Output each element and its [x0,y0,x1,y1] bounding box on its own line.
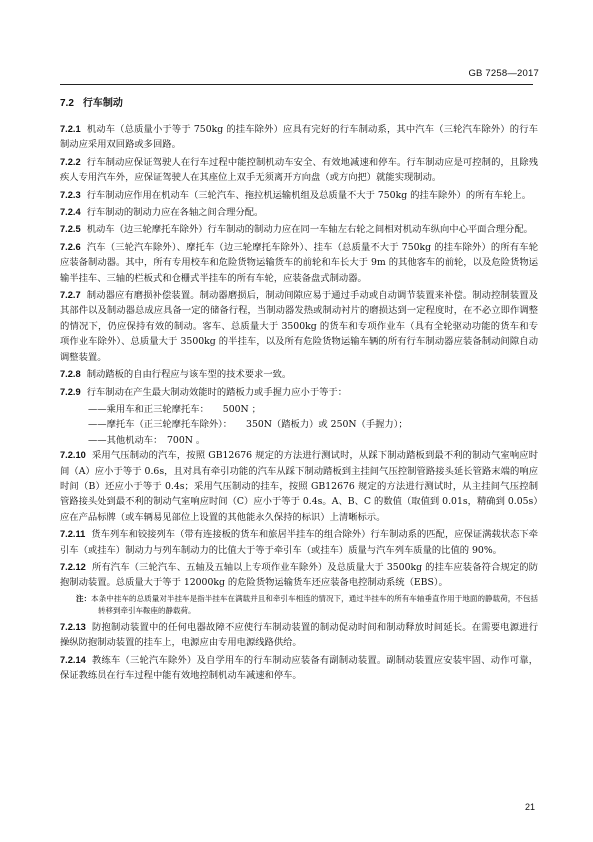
clause-number: 7.2.13 [60,621,86,632]
clause-number: 7.2.1 [60,124,81,134]
force-item-other: ——其他机动车： 700N 。 [88,434,206,446]
clause-text: 制动器应有磨损补偿装置。制动器磨损后，制动间隙应易于通过手动或自动调节装置来补偿。制动控制装置及其部件以及制动器总成应具备一定的储备行程，当制动器发热或制动衬片的磨损达到一定程度时，在不必立即作调整的情况下，仍应保持有效的制动。客车、总质量大于 3500kg 的货车和专项作业车（具有全轮驱动功能的货车和专项作业车除外）、总质量大于 3500kg 的半挂车，以及所有危险货物运输车辆的所有行车制动器应装备制动间隙自动调整装置。 [60,290,538,363]
section-title [60,96,538,112]
clause-number: 7.2.7 [60,290,81,301]
clause-number: 7.2.11 [60,529,86,540]
clause-7-2-5 [60,222,538,237]
clause-7-2-11 [60,527,538,558]
page-content [60,96,538,685]
clause-number: 7.2.2 [60,156,81,167]
clause-7-2-4 [60,205,538,220]
header-divider [60,84,533,85]
clause-text: 行车制动应保证驾驶人在行车过程中能控制机动车安全、有效地减速和停车。行车制动应是可控制的，且除残疾人专用汽车外，应保证驾驶人在其座位上双手无须离开方向盘（或方向把）就能实现制动。 [60,156,538,184]
clause-number: 7.2.12 [60,561,86,572]
clause-number: 7.2.8 [60,369,81,380]
clause-number: 7.2.9 [60,386,81,397]
clause-text: 行车制动的制动力应在各轴之间合理分配。 [86,207,264,219]
force-item-motorcycle: ——摩托车（正三轮摩托车除外）： 350N（踏板力）或 250N（手握力）； [88,419,408,431]
clause-7-2-3 [60,188,538,203]
section-number: 7.2 [60,98,74,109]
note-text: 本条中挂车的总质量对半挂车是指半挂车在满载并且和牵引车相连的情况下，通过半挂车的所有车轴垂直作用于地面的静载荷，不包括转移到牵引车鞍座的静载荷。 [91,593,539,616]
page-number: 21 [524,802,535,812]
clause-7-2-13 [60,620,538,651]
clause-text: 制动踏板的自由行程应与该车型的技术要求一致。 [86,369,292,381]
clause-text: 行车制动在产生最大制动效能时的踏板力或手握力应小于等于： [86,386,348,398]
clause-number: 7.2.14 [60,654,86,665]
force-item-passenger: ——乘用车和正三轮摩托车： 500N ； [88,403,261,415]
clause-7-2-9 [60,385,538,400]
clause-text: 机动车（边三轮摩托车除外）行车制动的制动力应在同一车轴左右轮之间相对机动车纵向中心平面合理分配。 [86,224,533,236]
clause-text: 防抱制动装置中的任何电器故障不应使行车制动装置的制动促动时间和制动释放时间延长。在需要电源进行操纵防抱制动装置的挂车上，电源应由专用电源线路供给。 [60,621,538,649]
note-label: 注： [76,593,92,603]
clause-7-2-1 [60,122,538,153]
standard-number: GB 7258—2017 [468,68,539,79]
clause-text: 采用气压制动的汽车，按照 GB12676 规定的方法进行测试时，从踩下制动踏板到最不利的制动气室响应时间（A）应小于等于 0.6s，且对具有牵引功能的汽车从踩下制动踏板到主挂间气压控制管路接头延长管路末端的响应时间（B）还应小于等于 0.4s；采用气压制动的挂车，按照 GB12676 规定的方法进行测试时，从主挂间气压控制管路接头处到最不利的制动气室响应时间（C）应小于等于 0.4s。A、B、C 的数值（取值到 0.01s，精确到 0.05s）应在产品标牌（或车辆易见部位上设置的其他能永久保持的标识）上清晰标示。 [60,450,538,523]
clause-7-2-14 [60,653,538,684]
clause-text: 行车制动应作用在机动车（三轮汽车、拖拉机运输机组及总质量不大于 750kg 的挂车除外）的所有车轮上。 [86,189,531,201]
clause-number: 7.2.5 [60,224,81,235]
clause-text: 教练车（三轮汽车除外）及自学用车的行车制动应装备有副制动装置。副制动装置应安装牢固、动作可靠，保证教练员在行车过程中能有效地控制机动车减速和停车。 [60,654,538,681]
section-title-text: 行车制动 [82,98,123,109]
clause-7-2-10 [60,448,538,525]
clause-text: 汽车（三轮汽车除外）、摩托车（边三轮摩托车除外）、挂车（总质量不大于 750kg 的挂车除外）的所有车轮应装备制动器。其中，所有专用校车和危险货物运输货车的前轮和车长大于 9m 的其他客车的前轮，以及危险货物运输半挂车、三轴的栏板式和仓栅式半挂车的所有车轮，应装备盘式制动器。 [60,241,538,284]
clause-7-2-6 [60,240,538,286]
clause-number: 7.2.4 [60,207,81,218]
clause-7-2-8 [60,367,538,382]
note [76,593,538,618]
clause-text: 货车列车和铰接列车（带有连接板的货车和旅居半挂车的组合除外）行车制动系的匹配，应保证满载状态下牵引车（或挂车）制动力与列车制动力的比值大于等于牵引车（或挂车）质量与汽车列车质量的比值的 90%。 [60,529,538,556]
clause-number: 7.2.10 [60,450,86,461]
clause-text: 所有汽车（三轮汽车、五轴及五轴以上专项作业车除外）及总质量大于 3500kg 的挂车应装备符合规定的防抱制动装置。总质量大于等于 12000kg 的危险货物运输货车还应装备电控制动系统（EBS）。 [60,561,538,589]
clause-7-2-7 [60,288,538,365]
clause-text: 机动车（总质量小于等于 750kg 的挂车除外）应具有完好的行车制动系，其中汽车（三轮汽车除外）的行车制动应采用双回路或多回路。 [60,124,538,151]
clause-7-2-2 [60,155,538,186]
clause-number: 7.2.3 [60,189,81,200]
clause-7-2-12 [60,560,538,591]
clause-number: 7.2.6 [60,241,81,252]
